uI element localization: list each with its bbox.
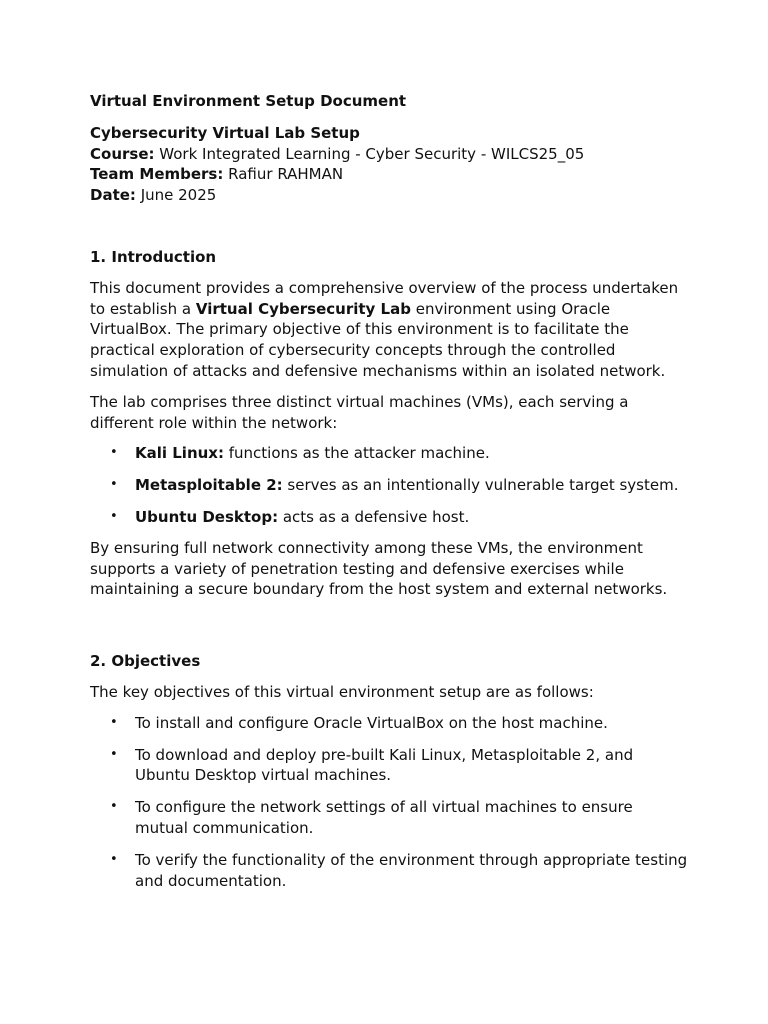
course-label: Course: — [90, 144, 155, 163]
vm-description: serves as an intentionally vulnerable target system. — [282, 476, 679, 495]
introduction-heading: 1. Introduction — [90, 247, 217, 266]
team-label: Team Members: — [90, 165, 224, 184]
objectives-list — [90, 713, 690, 892]
date-value: June 2025 — [140, 186, 217, 205]
list-item — [90, 443, 690, 464]
objective-text: To configure the network settings of all virtual machines to ensure mutual communication. — [135, 798, 633, 837]
list-item — [90, 745, 690, 787]
team-line — [90, 164, 690, 185]
list-item — [90, 850, 690, 892]
document-title: Virtual Environment Setup Document — [90, 92, 407, 110]
introduction-paragraph-3: By ensuring full network connectivity among these VMs, the environment supports a variety of penetration testing and defensive exercises while maintaining a secure boundary from the host system and external networks. — [90, 538, 668, 599]
vm-description: functions as the attacker machine. — [223, 444, 490, 463]
course-value: Work Integrated Learning - Cyber Security - WILCS25_05 — [159, 144, 585, 163]
objectives-heading: 2. Objectives — [90, 652, 201, 671]
vm-list — [90, 443, 690, 527]
list-item — [90, 475, 690, 496]
section-spacer — [90, 610, 690, 651]
objective-text: To download and deploy pre-built Kali Linux, Metasploitable 2, and Ubuntu Desktop virtual machines. — [135, 745, 634, 785]
course-line — [90, 144, 690, 165]
objectives-intro: The key objectives of this virtual environment setup are as follows: — [90, 682, 594, 701]
intro-p1-text-after: environment using Oracle VirtualBox. The primary objective of this environment is to facilitate the practical exploration of cybersecurity concepts through the controlled simulation of attacks and defensive mechanisms within an isolated network. — [90, 299, 666, 380]
bullet-icon: • — [110, 477, 118, 493]
section-spacer — [90, 206, 690, 247]
objective-text: To install and configure Oracle VirtualBox on the host machine. — [135, 713, 608, 732]
bullet-icon: • — [110, 508, 118, 524]
bullet-icon: • — [110, 799, 118, 815]
vm-description: acts as a defensive host. — [278, 507, 470, 526]
intro-p1-text-before: This document provides a comprehensive overview of the process undertaken to establish a — [90, 278, 679, 318]
bullet-icon: • — [110, 851, 118, 867]
vm-name: Metasploitable 2: — [135, 476, 283, 495]
lab-setup-title: Cybersecurity Virtual Lab Setup — [90, 123, 360, 142]
bullet-icon: • — [110, 445, 118, 461]
team-value: Rafiur RAHMAN — [228, 165, 344, 184]
vm-name: Ubuntu Desktop: — [135, 507, 279, 526]
date-label: Date: — [90, 186, 136, 205]
intro-p1-bold: Virtual Cybersecurity Lab — [195, 299, 411, 318]
vm-name: Kali Linux: — [135, 444, 224, 463]
list-item — [90, 713, 690, 734]
date-line — [90, 185, 690, 206]
document-page — [90, 91, 690, 901]
introduction-paragraph-2: The lab comprises three distinct virtual machines (VMs), each serving a different role within the network: — [90, 392, 629, 432]
list-item — [90, 797, 690, 839]
bullet-icon: • — [110, 746, 118, 762]
bullet-icon: • — [110, 714, 118, 730]
introduction-paragraph-1 — [90, 278, 690, 382]
objective-text: To verify the functionality of the environment through appropriate testing and documentation. — [135, 850, 688, 890]
document-meta — [90, 123, 690, 206]
list-item — [90, 507, 690, 528]
